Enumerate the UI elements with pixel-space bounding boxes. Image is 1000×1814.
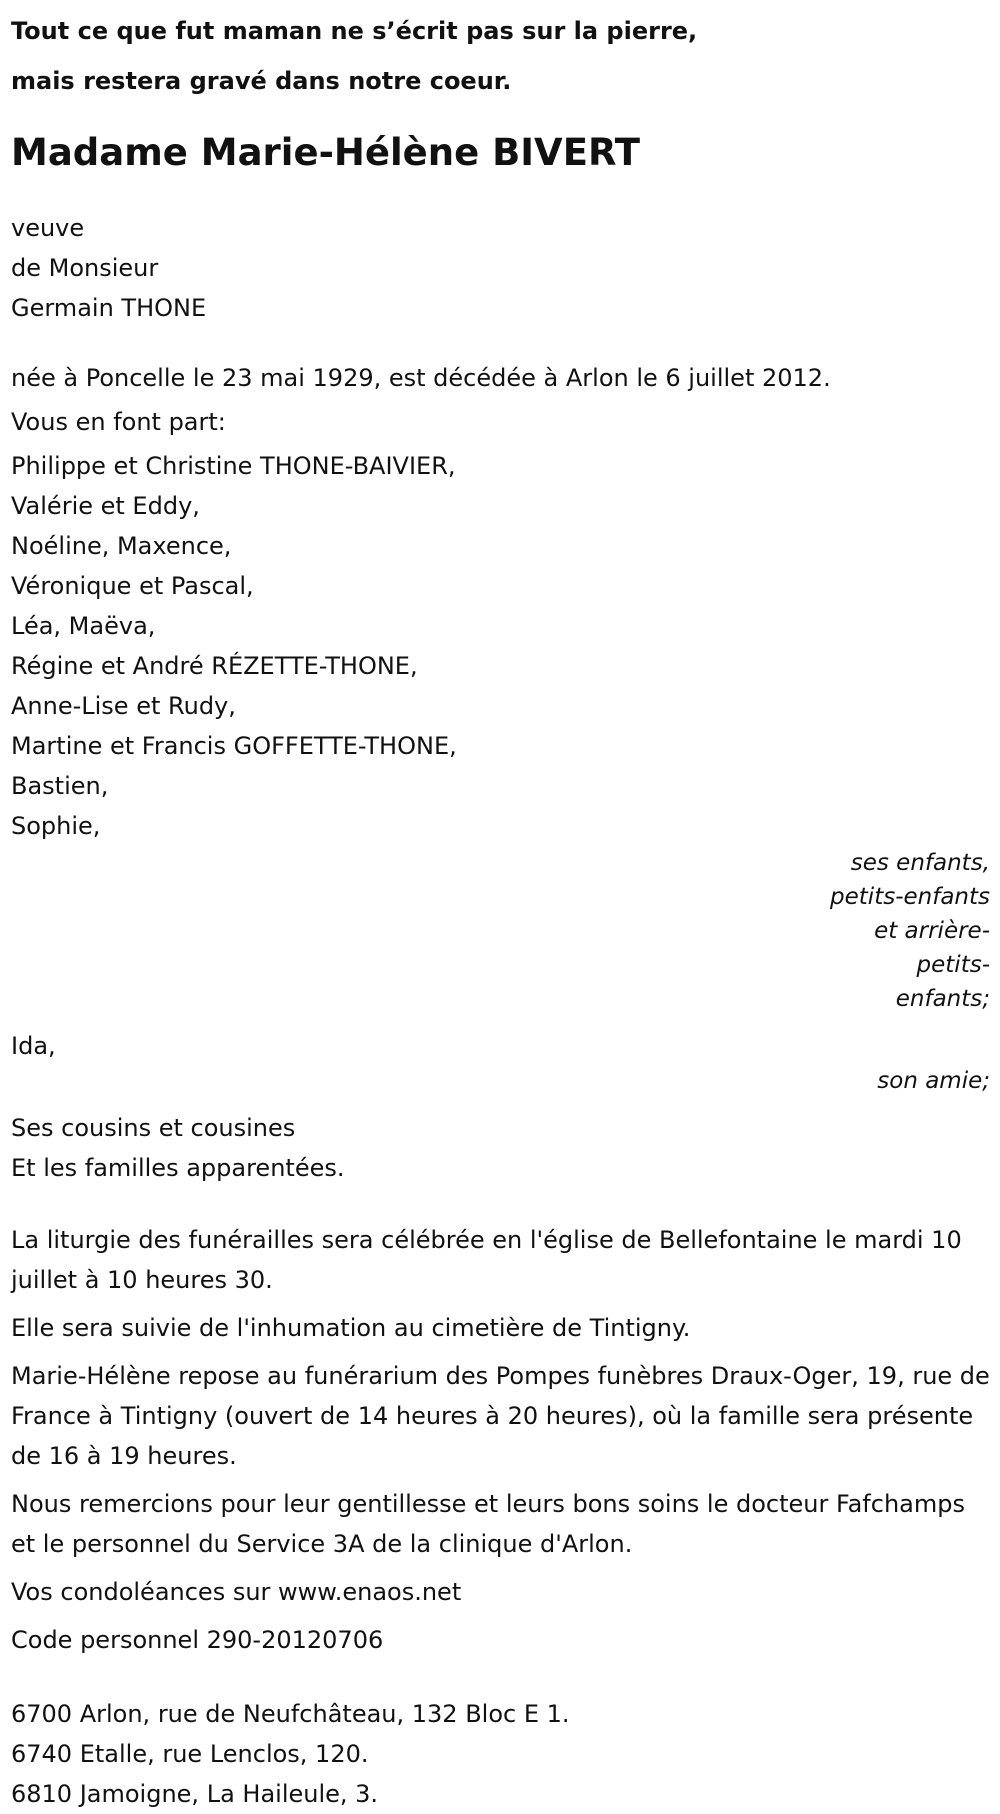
birth-death-text: née à Poncelle le 23 mai 1929, est décédée à Arlon le 6 juillet 2012. [11, 364, 831, 392]
condolences-text: Vos condoléances sur www.enaos.net [11, 1578, 462, 1606]
relatives-line-2: Et les familles apparentées. [11, 1154, 345, 1182]
family-member: Bastien, [11, 772, 109, 800]
family-member: Léa, Maëva, [11, 612, 156, 640]
epigraph-line-2: mais restera gravé dans notre coeur. [11, 67, 512, 95]
liturgy-text: La liturgie des funérailles sera célébrée en l'église de Bellefontaine le mardi 10 juillet à 10 heures 30. [11, 1226, 962, 1294]
address-line: 6810 Jamoigne, La Haileule, 3. [11, 1780, 379, 1808]
thanks-text: Nous remercions pour leur gentillesse et leurs bons soins le docteur Fafchamps et le personnel du Service 3A de la clinique d'Arlon. [11, 1490, 965, 1558]
family-member: Véronique et Pascal, [11, 572, 254, 600]
announce-intro: Vous en font part: [11, 408, 226, 436]
spouse-line-1: veuve [11, 214, 85, 242]
family-member: Régine et André RÉZETTE-THONE, [11, 652, 418, 680]
epigraph-line-1: Tout ce que fut maman ne s’écrit pas sur la pierre, [11, 17, 698, 45]
deceased-name: Madame Marie-Hélène BIVERT [11, 131, 641, 174]
spouse-line-3: Germain THONE [11, 294, 207, 322]
family-list [11, 446, 990, 846]
friend-block [11, 1026, 990, 1066]
family-member: Valérie et Eddy, [11, 492, 200, 520]
address-list [11, 1694, 990, 1814]
address-line: 6740 Etalle, rue Lenclos, 120. [11, 1740, 369, 1768]
rest-text: Marie-Hélène repose au funérarium des Pompes funèbres Draux-Oger, 19, rue de France à Tintigny (ouvert de 14 heures à 20 heures), où la famille sera présente de 16 à 19 heures. [11, 1362, 990, 1470]
burial-text: Elle sera suivie de l'inhumation au cimetière de Tintigny. [11, 1314, 691, 1342]
relatives-line-1: Ses cousins et cousines [11, 1114, 296, 1142]
personal-code: Code personnel 290-20120706 [11, 1626, 384, 1654]
relatives-block [11, 1108, 990, 1188]
family-member: Anne-Lise et Rudy, [11, 692, 236, 720]
family-member: Martine et Francis GOFFETTE-THONE, [11, 732, 457, 760]
family-member: Philippe et Christine THONE-BAIVIER, [11, 452, 456, 480]
spouse-line-2: de Monsieur [11, 254, 159, 282]
friend-role: son amie; [877, 1068, 990, 1094]
family-role-2: et arrière-petits-enfants; [874, 918, 990, 1012]
family-member: Sophie, [11, 812, 101, 840]
family-role-1: ses enfants, petits-enfants [830, 850, 990, 910]
family-member: Noéline, Maxence, [11, 532, 232, 560]
spouse-block [11, 208, 990, 328]
address-line: 6700 Arlon, rue de Neufchâteau, 132 Bloc E 1. [11, 1700, 570, 1728]
friend-name: Ida, [11, 1032, 56, 1060]
